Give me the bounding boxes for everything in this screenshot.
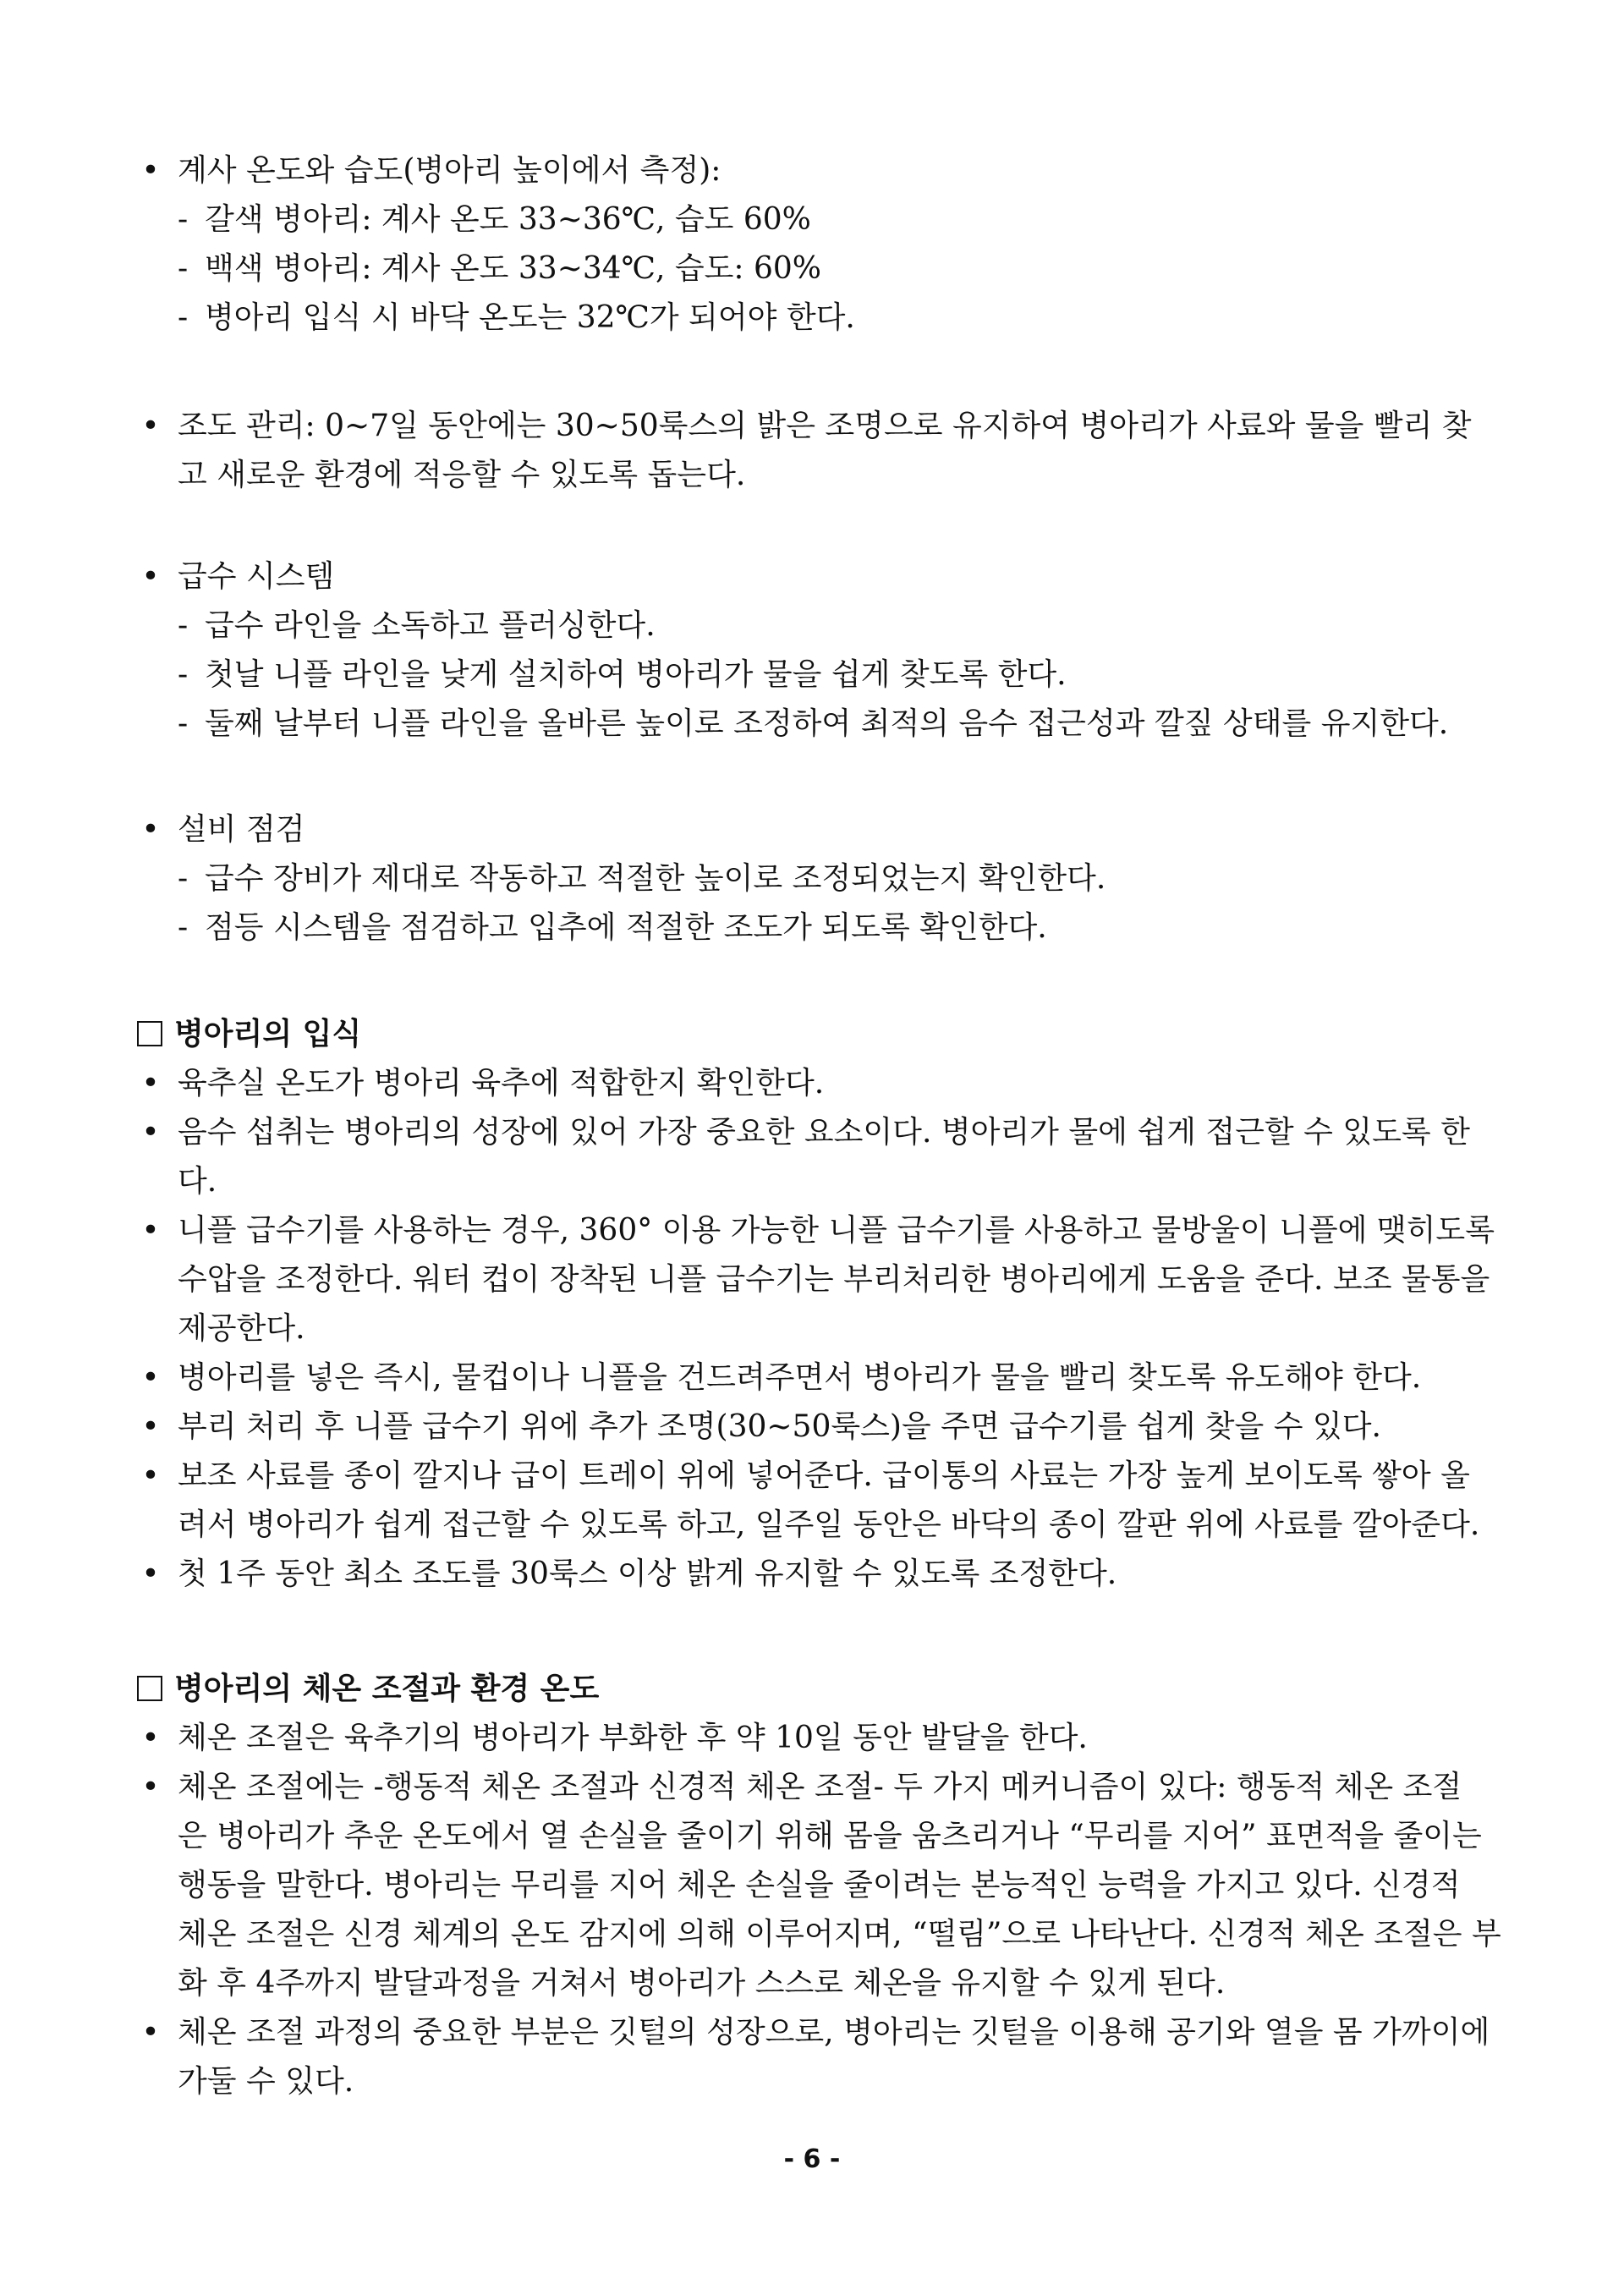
- continuation-line: [135, 1861, 1489, 1910]
- continuation-line: [135, 1910, 1501, 1959]
- bullet-item: [135, 805, 1489, 854]
- sub-item: - 갈색 병아리: 계사 온도 33~36℃, 습도 60%: [178, 202, 811, 237]
- continuation-line: [135, 1255, 1489, 1304]
- sub-item: - 병아리 입식 시 바닥 온도는 32℃가 되어야 한다.: [178, 300, 855, 335]
- section-heading: 병아리의 체온 조절과 환경 온도: [135, 1665, 1489, 1714]
- bullet-item: [135, 1206, 1495, 1255]
- bullet-text: 체온 조절은 신경 체계의 온도 감지에 의해 이루어지며, “떨림”으로 나타난다. 신경적 체온 조절은 부: [178, 1917, 1501, 1952]
- bullet-icon: •: [141, 153, 160, 188]
- bullet-text: 니플 급수기를 사용하는 경우, 360° 이용 가능한 니플 급수기를 사용하고 물방울이 니플에 맺히도록: [178, 1213, 1495, 1248]
- bullet-item: [135, 1403, 1489, 1452]
- bullet-text: 제공한다.: [178, 1311, 305, 1346]
- bullet-text: 화 후 4주까지 발달과정을 거쳐서 병아리가 스스로 체온을 유지할 수 있게 된다.: [178, 1966, 1226, 2001]
- bullet-icon: •: [141, 1721, 160, 1755]
- bullet-icon: •: [141, 559, 160, 594]
- bullet-item: • 조도 관리: 0~7일 동안에는 30~50룩스의 밝은 조명으로 유지하여 병아리가 사료와 물을 빨리 찾: [135, 402, 1489, 451]
- bullet-text: 병아리를 넣은 즉시, 물컵이나 니플을 건드려주면서 병아리가 물을 빨리 찾도록 유도해야 한다.: [178, 1360, 1422, 1395]
- bullet-text: 다.: [178, 1164, 217, 1199]
- bullet-item: [135, 552, 1489, 601]
- equipment-section: [135, 805, 1489, 953]
- temperature-section: [135, 146, 1489, 343]
- sub-item: - 백색 병아리: 계사 온도 33~34℃, 습도: 60%: [178, 251, 821, 286]
- bullet-icon: •: [141, 2015, 160, 2050]
- bullet-text: 보조 사료를 종이 깔지나 급이 트레이 위에 넣어준다. 급이통의 사료는 가장 높게 보이도록 쌓아 올: [178, 1458, 1470, 1493]
- placement-list: [135, 1059, 1495, 1599]
- water-system-title: 급수 시스템: [178, 559, 335, 594]
- bullet-item: [135, 1452, 1489, 1501]
- sub-item: - 첫날 니플 라인을 낮게 설치하여 병아리가 물을 쉽게 찾도록 한다.: [178, 657, 1067, 692]
- bullet-icon: •: [141, 1409, 160, 1444]
- bullet-item: [135, 1108, 1489, 1157]
- bullet-text: 행동을 말한다. 병아리는 무리를 지어 체온 손실을 줄이려는 본능적인 능력을 가지고 있다. 신경적: [178, 1868, 1461, 1902]
- continuation-line: [135, 1157, 1489, 1206]
- bullet-icon: •: [141, 1557, 160, 1591]
- equipment-title: 설비 점검: [178, 812, 305, 847]
- temperature-title: 계사 온도와 습도(병아리 높이에서 측정):: [178, 153, 721, 188]
- bullet-item: [135, 1059, 1489, 1108]
- sub-item: - 점등 시스템을 점검하고 입추에 적절한 조도가 되도록 확인한다.: [178, 910, 1047, 945]
- checkbox-square-icon: [137, 1676, 162, 1701]
- bullet-text: 부리 처리 후 니플 급수기 위에 추가 조명(30~50룩스)을 주면 급수기를 쉽게 찾을 수 있다.: [178, 1409, 1381, 1444]
- checkbox-square-icon: [137, 1021, 162, 1046]
- continuation-line: [135, 1812, 1489, 1861]
- sub-item: - 급수 장비가 제대로 작동하고 적절한 높이로 조정되었는지 확인한다.: [178, 861, 1106, 896]
- bullet-text: 첫 1주 동안 최소 조도를 30룩스 이상 밝게 유지할 수 있도록 조정한다.: [178, 1557, 1117, 1591]
- bullet-icon: •: [141, 409, 160, 443]
- bullet-item: [135, 2008, 1489, 2057]
- bullet-text: 가둘 수 있다.: [178, 2064, 354, 2099]
- bullet-icon: •: [141, 812, 160, 847]
- sub-item: - 둘째 날부터 니플 라인을 올바른 높이로 조정하여 최적의 음수 접근성과 깔짚 상태를 유지한다.: [178, 706, 1449, 741]
- placement-section: [135, 1010, 1495, 1599]
- bullet-item: [135, 1353, 1489, 1403]
- bullet-text: 려서 병아리가 쉽게 접근할 수 있도록 하고, 일주일 동안은 바닥의 종이 깔판 위에 사료를 깔아준다.: [178, 1507, 1480, 1542]
- bullet-text: 수압을 조정한다. 워터 컵이 장착된 니플 급수기는 부리처리한 병아리에게 도움을 준다. 보조 물통을: [178, 1262, 1490, 1297]
- bullet-icon: •: [141, 1360, 160, 1395]
- bullet-icon: •: [141, 1115, 160, 1150]
- bullet-item: [135, 1550, 1489, 1599]
- sub-item: - 급수 라인을 소독하고 플러싱한다.: [178, 608, 656, 643]
- continuation-line: [135, 2057, 1489, 2106]
- continuation-line: [135, 1959, 1489, 2008]
- bullet-icon: •: [141, 1770, 160, 1804]
- bullet-text: 은 병아리가 추운 온도에서 열 손실을 줄이기 위해 몸을 움츠리거나 “무리를 지어” 표면적을 줄이는: [178, 1819, 1482, 1853]
- bullet-icon: •: [141, 1066, 160, 1101]
- bullet-icon: •: [141, 1458, 160, 1493]
- thermoregulation-list: [135, 1714, 1501, 2106]
- bullet-item: [135, 1714, 1489, 1763]
- bullet-text: 음수 섭취는 병아리의 성장에 있어 가장 중요한 요소이다. 병아리가 물에 쉽게 접근할 수 있도록 한: [178, 1115, 1470, 1150]
- bullet-text: 체온 조절에는 -행동적 체온 조절과 신경적 체온 조절- 두 가지 메커니즘이 있다: 행동적 체온 조절: [178, 1770, 1462, 1804]
- bullet-item: [135, 1763, 1489, 1812]
- continuation-line: 고 새로운 환경에 적응할 수 있도록 돕는다.: [178, 458, 746, 492]
- continuation-line: [135, 1304, 1489, 1353]
- bullet-text: 육추실 온도가 병아리 육추에 적합한지 확인한다.: [178, 1066, 825, 1101]
- section-heading: 병아리의 입식: [135, 1010, 1489, 1059]
- continuation-line: [135, 1501, 1489, 1550]
- bullet-text: 체온 조절 과정의 중요한 부분은 깃털의 성장으로, 병아리는 깃털을 이용해 공기와 열을 몸 가까이에: [178, 2015, 1490, 2050]
- bullet-icon: •: [141, 1213, 160, 1248]
- bullet-item: [135, 146, 1489, 195]
- thermoregulation-section: [135, 1665, 1501, 2106]
- bullet-text: 체온 조절은 육추기의 병아리가 부화한 후 약 10일 동안 발달을 한다.: [178, 1721, 1088, 1755]
- page-number: - 6 -: [783, 2144, 841, 2174]
- water-system-section: [135, 552, 1489, 749]
- lighting-section: [135, 402, 1489, 500]
